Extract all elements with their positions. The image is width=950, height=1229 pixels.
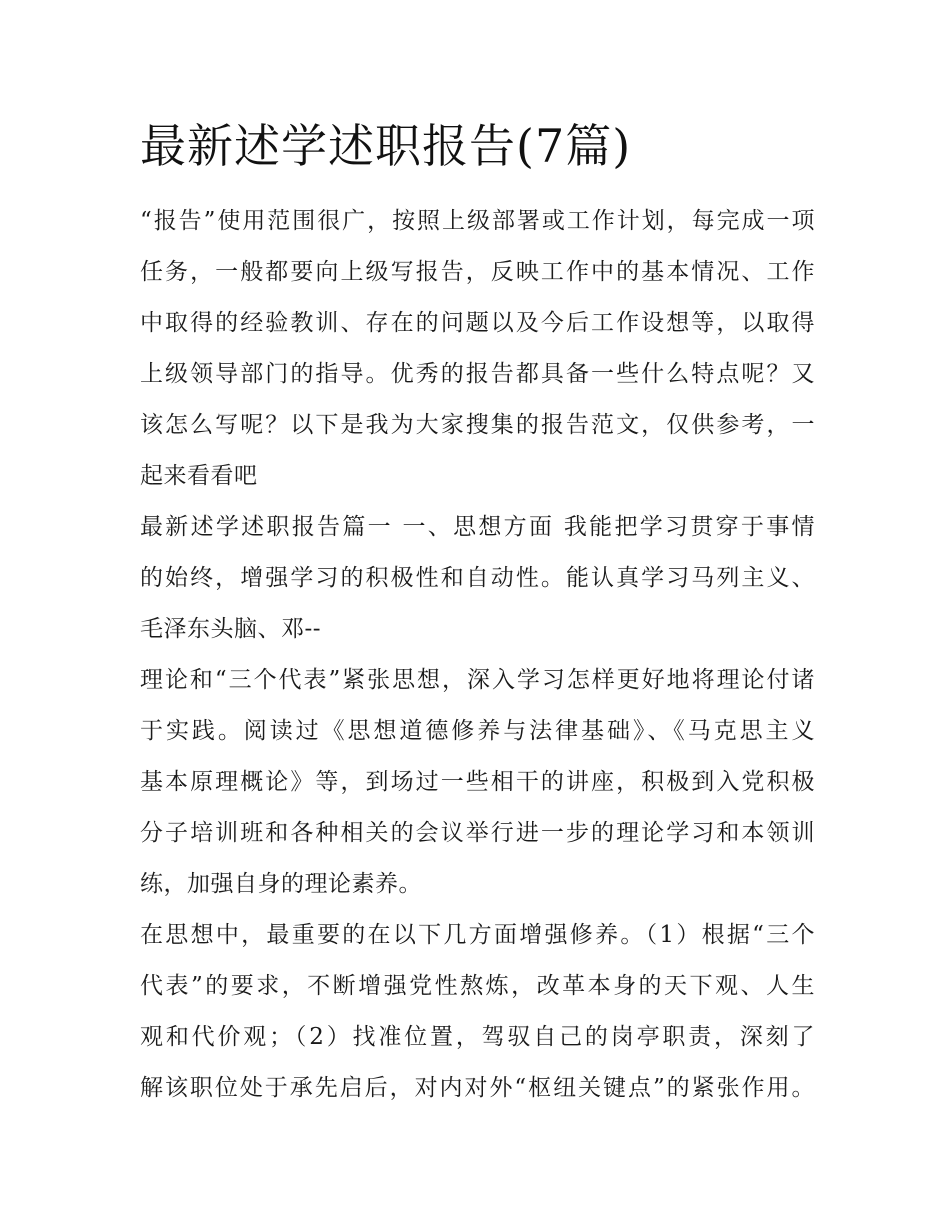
text-line: 毛泽东头脑、邓-- bbox=[140, 616, 322, 642]
section-one-paragraph bbox=[140, 502, 815, 655]
document-title: 最新述学述职报告(7篇) bbox=[140, 119, 632, 173]
text-line: 观和代价观；（2）找准位置，驾驭自己的岗亭职责，深刻了 bbox=[140, 1024, 815, 1050]
theory-paragraph bbox=[140, 655, 815, 910]
cultivation-paragraph bbox=[140, 910, 815, 1114]
text-line: 代表”的要求，不断增强党性熬炼，改革本身的天下观、人生 bbox=[140, 973, 815, 999]
text-line: 该怎么写呢？以下是我为大家搜集的报告范文，仅供参考，一 bbox=[140, 412, 815, 438]
text-line: 的始终，增强学习的积极性和自动性。能认真学习马列主义、 bbox=[140, 565, 815, 591]
text-line: 于实践。阅读过《思想道德修养与法律基础》、《马克思主义 bbox=[140, 718, 815, 744]
text-line: 基本原理概论》等，到场过一些相干的讲座，积极到入党积极 bbox=[140, 769, 815, 795]
text-line: 理论和“三个代表”紧张思想，深入学习怎样更好地将理论付诸 bbox=[140, 667, 815, 693]
text-line: 任务，一般都要向上级写报告，反映工作中的基本情况、工作 bbox=[140, 259, 815, 285]
text-line: 练，加强自身的理论素养。 bbox=[140, 871, 422, 897]
text-line: “报告”使用范围很广，按照上级部署或工作计划，每完成一项 bbox=[140, 208, 815, 234]
text-line: 解该职位处于承先启后，对内对外“枢纽关键点”的紧张作用。 bbox=[140, 1075, 815, 1101]
text-line: 起来看看吧 bbox=[140, 463, 258, 489]
document-body bbox=[140, 196, 815, 1114]
text-line: 中取得的经验教训、存在的问题以及今后工作设想等，以取得 bbox=[140, 310, 815, 336]
intro-paragraph bbox=[140, 196, 815, 502]
text-line: 上级领导部门的指导。优秀的报告都具备一些什么特点呢？又 bbox=[140, 361, 815, 387]
text-line: 在思想中，最重要的在以下几方面增强修养。（1）根据“三个 bbox=[140, 922, 815, 948]
text-line: 最新述学述职报告篇一 一、思想方面 我能把学习贯穿于事情 bbox=[140, 514, 815, 540]
text-line: 分子培训班和各种相关的会议举行进一步的理论学习和本领训 bbox=[140, 820, 815, 846]
